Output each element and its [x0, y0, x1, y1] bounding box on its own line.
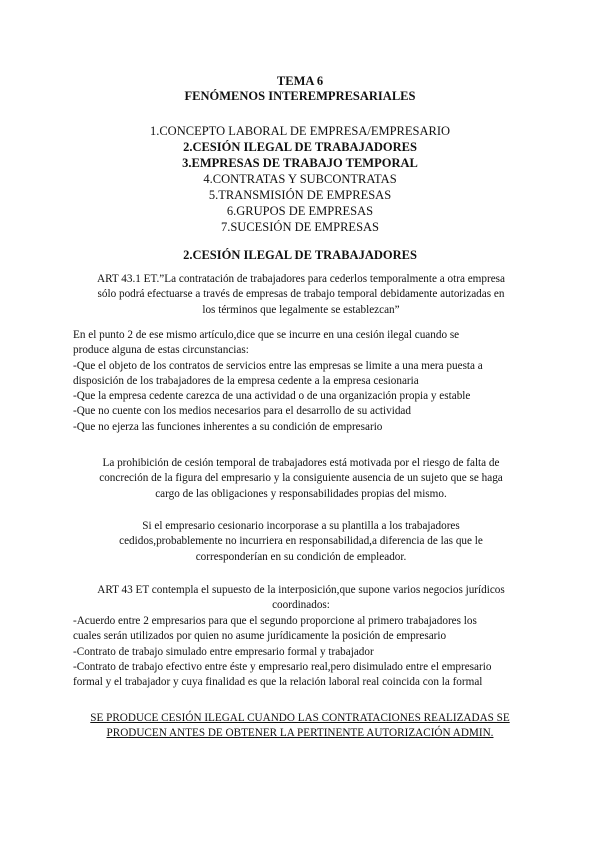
- text-line: ART 43.1 ET.”La contratación de trabajadores para cederlos temporalmente a otra empresa: [96, 273, 505, 285]
- toc-item: 3.EMPRESAS DE TRABAJO TEMPORAL: [182, 156, 418, 170]
- text-line: La prohibición de cesión temporal de trabajadores está motivada por el riesgo de falta de: [102, 457, 500, 469]
- article-quote: [62, 272, 540, 318]
- document-title: FENÓMENOS INTEREMPRESARIALES: [184, 89, 416, 103]
- list-item: -Contrato de trabajo simulado entre empresario formal y trabajador: [73, 645, 374, 658]
- text-line: coordinados:: [272, 599, 330, 612]
- text-line: Si el empresario cesionario incorporase a su plantilla a los trabajadores: [142, 520, 460, 532]
- toc-item: 7.SUCESIÓN DE EMPRESAS: [220, 220, 379, 234]
- negocios-list: [73, 614, 553, 690]
- text-line: cuales serán utilizados por quien no asume jurídicamente la posición de empresario: [73, 630, 447, 643]
- text-line: los términos que legalmente se establezcan”: [202, 303, 400, 316]
- list-item: -Que no ejerza las funciones inherentes a su condición de empresario: [73, 420, 383, 433]
- text-line: PRODUCEN ANTES DE OBTENER LA PERTINENTE AUTORIZACIÓN ADMIN.: [106, 727, 494, 740]
- text-line: cargo de las obligaciones y responsabilidades propias del mismo.: [155, 487, 447, 500]
- paragraph-cesionario: [62, 519, 540, 565]
- text-line: ART 43 ET contempla el supuesto de la interposición,que supone varios negocios jurídicos: [97, 584, 505, 596]
- text-line: cedidos,probablemente no incurriera en responsabilidad,a diferencia de las que le: [119, 535, 483, 548]
- list-item: -Contrato de trabajo efectivo entre éste y empresario real,pero disimulado entre el empresario: [73, 660, 492, 673]
- section-heading: 2.CESIÓN ILEGAL DE TRABAJADORES: [183, 248, 417, 262]
- toc-item: 5.TRANSMISIÓN DE EMPRESAS: [208, 188, 392, 202]
- circumstances-list: [73, 328, 553, 435]
- paragraph-prohibition: [62, 456, 540, 502]
- list-item: -Acuerdo entre 2 empresarios para que el segundo proporcione al primero trabajadores los: [73, 615, 477, 627]
- list-item: -Que la empresa cedente carezca de una actividad o de una organización propia y estable: [73, 390, 471, 403]
- text-line: SE PRODUCE CESIÓN ILEGAL CUANDO LAS CONTRATACIONES REALIZADAS SE: [90, 712, 510, 724]
- text-line: disposición de los trabajadores de la empresa cedente a la empresa cesionaria: [73, 374, 419, 387]
- toc-item: 4.CONTRATAS Y SUBCONTRATAS: [203, 172, 397, 186]
- list-item: -Que no cuente con los medios necesarios para el desarrollo de su actividad: [73, 405, 411, 418]
- conclusion-note: [0, 711, 600, 742]
- toc-item: 2.CESIÓN ILEGAL DE TRABAJADORES: [183, 140, 417, 154]
- text-line: sólo podrá efectuarse a través de empresas de trabajo temporal debidamente autorizadas en: [97, 288, 505, 301]
- topic-number: TEMA 6: [276, 74, 324, 88]
- text-line: produce alguna de estas circunstancias:: [73, 344, 249, 357]
- paragraph-interposicion: [62, 583, 540, 614]
- text-line: corresponderían en su condición de empleador.: [195, 550, 407, 563]
- toc-item: 1.CONCEPTO LABORAL DE EMPRESA/EMPRESARIO: [149, 124, 451, 138]
- table-of-contents: [0, 123, 600, 235]
- toc-item: 6.GRUPOS DE EMPRESAS: [226, 204, 374, 218]
- list-item: -Que el objeto de los contratos de servicios entre las empresas se limite a una mera puesta a: [73, 359, 483, 372]
- text-line: concreción de la figura del empresario y la consiguiente ausencia de un sujeto que se haga: [99, 472, 503, 485]
- text-line: En el punto 2 de ese mismo artículo,dice que se incurre en una cesión ilegal cuando se: [73, 329, 460, 341]
- text-line: formal y el trabajador y cuya finalidad es que la relación laboral real coincida con la formal: [73, 676, 483, 689]
